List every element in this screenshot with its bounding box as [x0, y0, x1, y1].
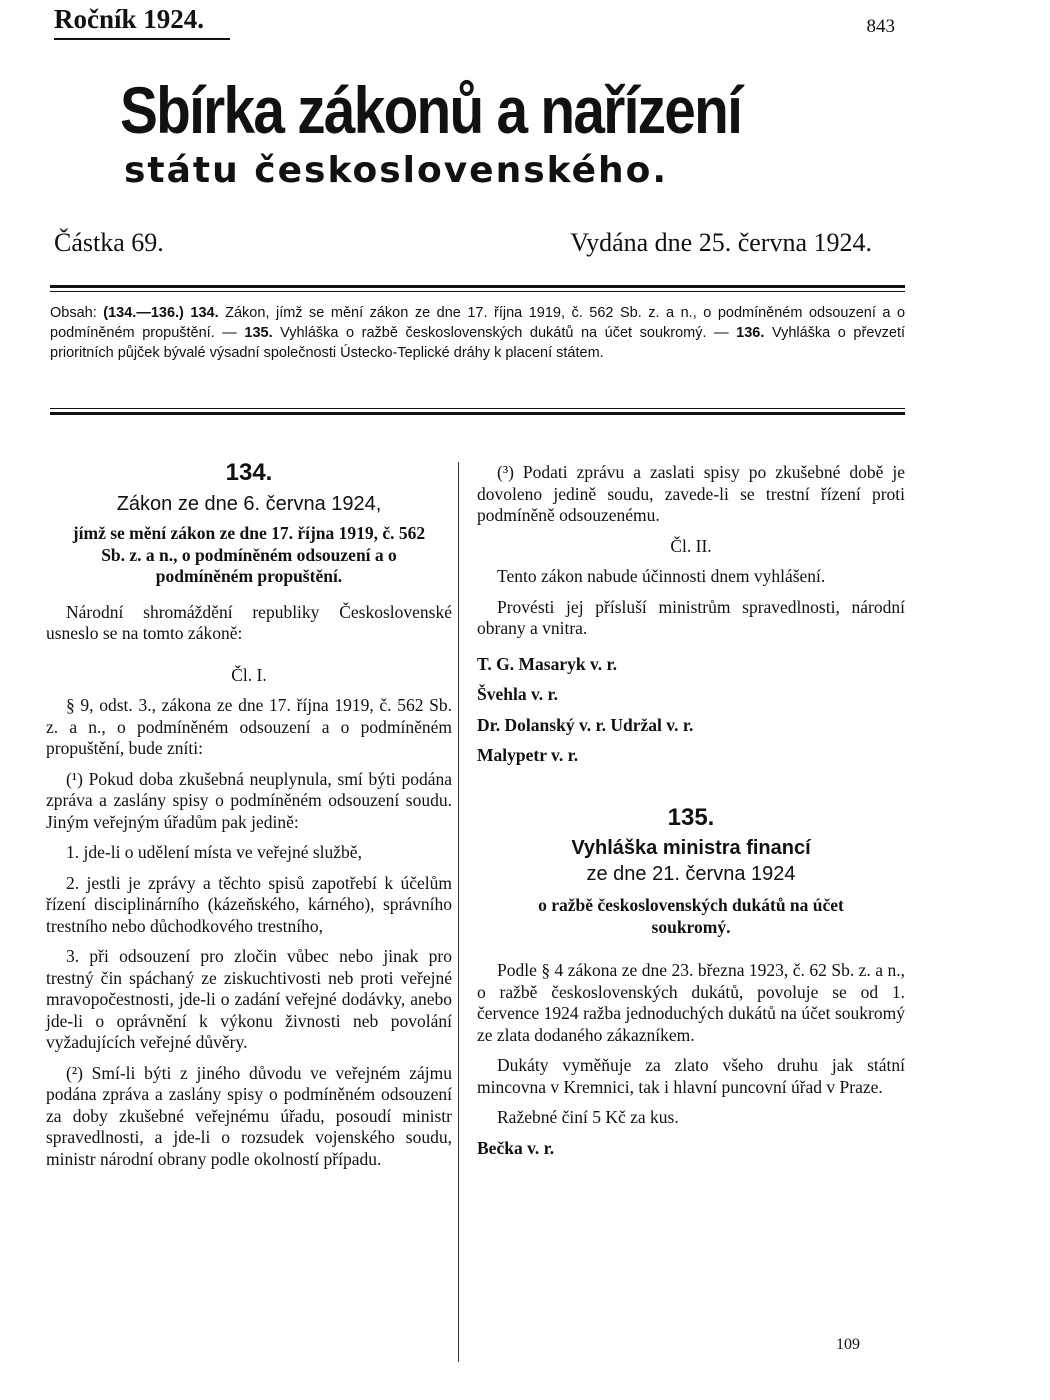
bottom-rule-thick	[50, 412, 905, 415]
signature-masaryk: T. G. Masaryk v. r.	[477, 653, 618, 674]
contents-item-134-text: Zákon, jímž se mění zákon ze dne 17. října 1919, č. 562 Sb. z. a n., o podmíněném odsouzení a o podmíněném propuštění. —	[50, 305, 906, 341]
law-134-para-1: (¹) Pokud doba zkušebná neuplynula, smí býti podána zpráva a zaslány spisy o podmíněném odsouzení soudu. Jiným veřejným úřadům pak jedině:	[46, 768, 452, 832]
volume-underline	[54, 38, 230, 40]
collection-subtitle: státu československého.	[124, 150, 669, 191]
contents-item-136-number: 136.	[736, 325, 765, 341]
signature-malypetr: Malypetr v. r.	[477, 745, 579, 765]
issue-date: Vydána dne 25. června 1924.	[570, 228, 872, 257]
contents-label: Obsah:	[50, 305, 97, 321]
left-column	[46, 459, 452, 1179]
sheet-number: 109	[836, 1336, 860, 1353]
contents-item-136-text: Vyhláška o převzetí prioritních půjček bývalé výsadní společnosti Ústecko-Teplické dráhy k placení státem.	[50, 325, 906, 361]
decree-135-subject: o ražbě československých dukátů na účet soukromý.	[538, 895, 844, 937]
bottom-rule-thin	[50, 408, 905, 409]
law-134-intro: § 9, odst. 3., zákona ze dne 17. října 1919, č. 562 Sb. z. a n., o podmíněném odsouzení a o podmíněném propuštění, bude zníti:	[46, 695, 452, 758]
contents-item-134-number: 134.	[190, 305, 219, 321]
top-rule-thick	[50, 285, 905, 288]
signature-dolansky-udrzal: Dr. Dolanský v. r. Udržal v. r.	[477, 714, 694, 735]
law-134-item-2: 2. jestli je zprávy a těchto spisů zapotřebí k účelům řízení disciplinárního (kázeňského, kárného), správního trestního nebo důchodkového trestního,	[46, 872, 452, 936]
decree-135-heading-2: ze dne 21. června 1924	[586, 862, 796, 885]
decree-135-para-3: Ražebné činí 5 Kč za kus.	[497, 1107, 679, 1127]
law-134-number: 134.	[225, 459, 273, 486]
law-134-heading: Zákon ze dne 6. června 1924,	[116, 492, 382, 515]
law-134-item-3: 3. při odsouzení pro zločin vůbec nebo jinak pro trestný čin spáchaný ze ziskuchtivosti neb proti veřejné mravopočestnosti, jde-li o zadání veřejné dodávky, anebo jde-li o oprávnění k výkonu živnosti neb povolání vyžadujících veřejné důvěry.	[46, 946, 452, 1052]
law-134-para-2: (²) Smí-li býti z jiného důvodu ve veřejném zájmu podána zpráva a zaslány spisy o podmíněném odsouzení za doby zkušebné veřejnému úřadu, posoudí ministr spravedlnosti, a jde-li o rozsudek vojenského soudu, ministr národní obrany podle okolností případu.	[46, 1062, 452, 1169]
law-134-preamble: Národní shromáždění republiky Československé usneslo se na tomto zákoně:	[46, 601, 452, 643]
right-column	[477, 462, 905, 1168]
law-134-subject: jímž se mění zákon ze dne 17. října 1919, č. 562 Sb. z. a n., o podmíněném odsouzení a o podmíněném propuštění.	[72, 523, 426, 586]
table-of-contents	[50, 303, 905, 363]
decree-135-para-1: Podle § 4 zákona ze dne 23. března 1923, č. 62 Sb. z. a n., o ražbě československých dukátů, povoluje se od 1. července 1924 ražba jednoduchých dukátů na účet soukromý ze zlata dodaného zákazníkem.	[477, 960, 905, 1045]
contents-item-135-number: 135.	[244, 325, 273, 341]
signature-svehla: Švehla v. r.	[477, 684, 559, 704]
law-134-effect: Tento zákon nabude účinnosti dnem vyhlášení.	[497, 566, 826, 586]
volume-label: Ročník 1924.	[54, 4, 205, 34]
decree-135-number: 135.	[667, 803, 715, 831]
law-134-para-3: (³) Podati zprávu a zaslati spisy po zkušebné době je dovoleno jedině soudu, zavede-li se trestní řízení proti podmíněně odsouzenému.	[477, 462, 905, 525]
contents-item-135-text: Vyhláška o ražbě československých dukátů na účet soukromý. —	[280, 325, 729, 341]
column-divider	[458, 462, 459, 1362]
decree-135-para-2: Dukáty vyměňuje za zlato všeho druhu jak státní mincovna v Kremnici, tak i hlavní puncovní úřad v Praze.	[477, 1055, 905, 1097]
law-134-article-2: Čl. II.	[670, 535, 712, 556]
contents-range: (134.—136.)	[103, 305, 184, 321]
law-134-execution: Provésti jej přísluší ministrům spravedlnosti, národní obrany a vnitra.	[477, 596, 905, 638]
issue-part: Částka 69.	[54, 228, 164, 257]
decree-135-heading-1: Vyhláška ministra financí	[571, 837, 811, 859]
law-134-item-1: 1. jde-li o udělení místa ve veřejné službě,	[66, 842, 362, 862]
collection-title: Sbírka zákonů a nařízení	[120, 73, 742, 147]
signature-becka: Bečka v. r.	[477, 1137, 555, 1158]
page-number: 843	[866, 16, 895, 37]
law-134-article-1: Čl. I.	[231, 664, 267, 685]
top-rule-thin	[50, 291, 905, 292]
